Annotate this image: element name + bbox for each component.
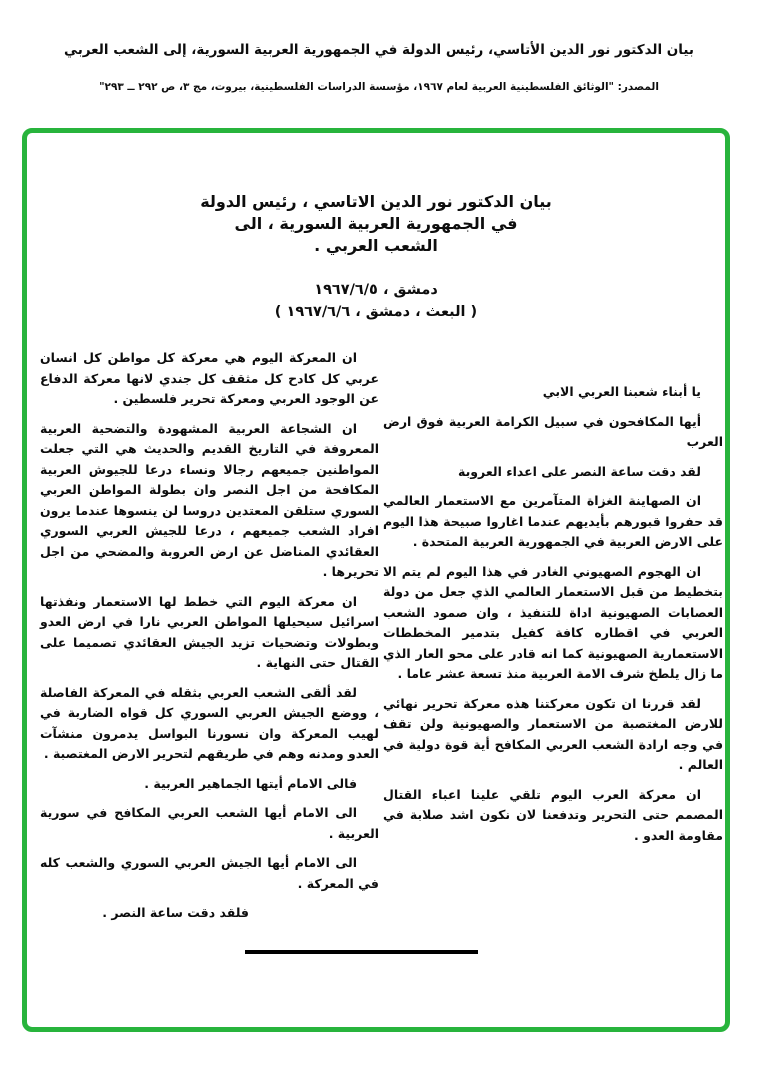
body-paragraph: فلقد دقت ساعة النصر . — [102, 905, 249, 920]
body-column-left — [40, 348, 379, 933]
outer-source-line: المصدر: "الوثائق الفلسطينية العربية لعام ١٩٦٧، مؤسسة الدراسات الفلسطينية، بيروت، مج ٣، ص ٢٩٢ ــ ٢٩٣" — [99, 81, 659, 93]
document-title-line: في الجمهورية العربية السورية ، الى — [234, 214, 518, 233]
end-divider-rule — [245, 950, 478, 954]
document-title — [27, 191, 725, 257]
body-paragraph: لقد ألقى الشعب العربي بثقله في المعركة الفاصلة ، ووضع الجيش العربي السوري كل قواه الضاربة في لهيب المعركة وان نسورنا البواسل يدمرون منشآت العدو ومدنه وهم في طريقهم لتحرير الارض المغتصبة . — [40, 684, 379, 761]
body-paragraph: ان الهجوم الصهيوني الغادر في هذا اليوم لم يتم الا بتخطيط من قبل الاستعمار العالمي الذي جعل من دولة العصابات الصهيونية اداة للتنفيذ ، وان صمود الشعب العربي في اقطاره كافة كفيل بتدمير المخططات الاستعمارية الصهيونية كما انه قادر على محو العار الذي ما زال يلطخ شرف الامة العربية منذ تسعة عشر عاما . — [383, 563, 723, 681]
body-paragraph: يا أبناء شعبنا العربي الابي — [542, 384, 701, 399]
body-column-right — [383, 382, 723, 855]
body-paragraph: ان الشجاعة العربية المشهودة والتضحية العربية المعروفة في التاريخ القديم والحديث هي التي جعلت المواطنين جميعهم رجالا ونساء درعا للجيوش العربية المكافحة من اجل النصر وان بطولة المواطن العربي السوري ستلقن المعتدين دروسا لن ينسوها عندما يرون افراد الشعب جميعهم ، درعا للجيش العربي السوري العقائدي المناضل عن ارض العروبة والمضحي من اجل تحريرها . — [40, 420, 379, 579]
document-frame — [22, 128, 730, 1032]
outer-header-title: بيان الدكتور نور الدين الأتاسي، رئيس الدولة في الجمهورية العربية السورية، إلى الشعب العربي — [64, 42, 694, 58]
body-paragraph: الى الامام أيها الشعب العربي المكافح في سورية العربية . — [40, 805, 379, 841]
body-paragraph: أيها المكافحون في سبيل الكرامة العربية فوق ارض العرب — [383, 413, 723, 449]
document-title-line: بيان الدكتور نور الدين الاتاسي ، رئيس الدولة — [200, 192, 552, 211]
body-paragraph: ان معركة اليوم التي خطط لها الاستعمار ونفذتها اسرائيل سيحيلها المواطن العربي نارا في ارض العدو وبطولات وتضحيات تزيد الجيش العقائدي تصميما على القتال حتى النهاية . — [40, 593, 379, 670]
body-paragraph: ان معركة العرب اليوم تلقي علينا اعباء القتال المصمم حتى التحرير وتدفعنا لان نكون اشد صلابة في مقاومة العدو . — [383, 786, 723, 843]
document-title-line: الشعب العربي . — [314, 236, 438, 255]
dateline-entry: ( البعث ، دمشق ، ١٩٦٧/٦/٦ ) — [274, 304, 478, 320]
dateline-entry: دمشق ، ١٩٦٧/٦/٥ — [314, 282, 438, 298]
body-paragraph: ان المعركة اليوم هي معركة كل مواطن كل انسان عربي كل كادح كل مثقف كل جندي لانها معركة الدفاع عن الوجود العربي ومعركة تحرير فلسطين . — [40, 350, 379, 406]
body-paragraph: ان الصهاينة الغزاة المتآمرين مع الاستعمار العالمي قد حفروا قبورهم بأيديهم عندما اغاروا صبيحة هذا اليوم على الارض العربية في الجمهورية العربية المتحدة . — [383, 493, 723, 549]
body-paragraph: الى الامام أيها الجيش العربي السوري والشعب كله في المعركة . — [40, 855, 379, 891]
body-paragraph: لقد قررنا ان تكون معركتنا هذه معركة تحرير نهائي للارض المغتصبة من الاستعمار والصهيونية ولن تقف في وجه ارادة الشعب العربي المكافح أية قوة دولية في العالم . — [383, 695, 723, 772]
body-paragraph: لقد دقت ساعة النصر على اعداء العروبة — [458, 463, 701, 479]
body-paragraph: فالى الامام أيتها الجماهير العربية . — [144, 775, 357, 791]
document-dateline — [27, 279, 725, 323]
